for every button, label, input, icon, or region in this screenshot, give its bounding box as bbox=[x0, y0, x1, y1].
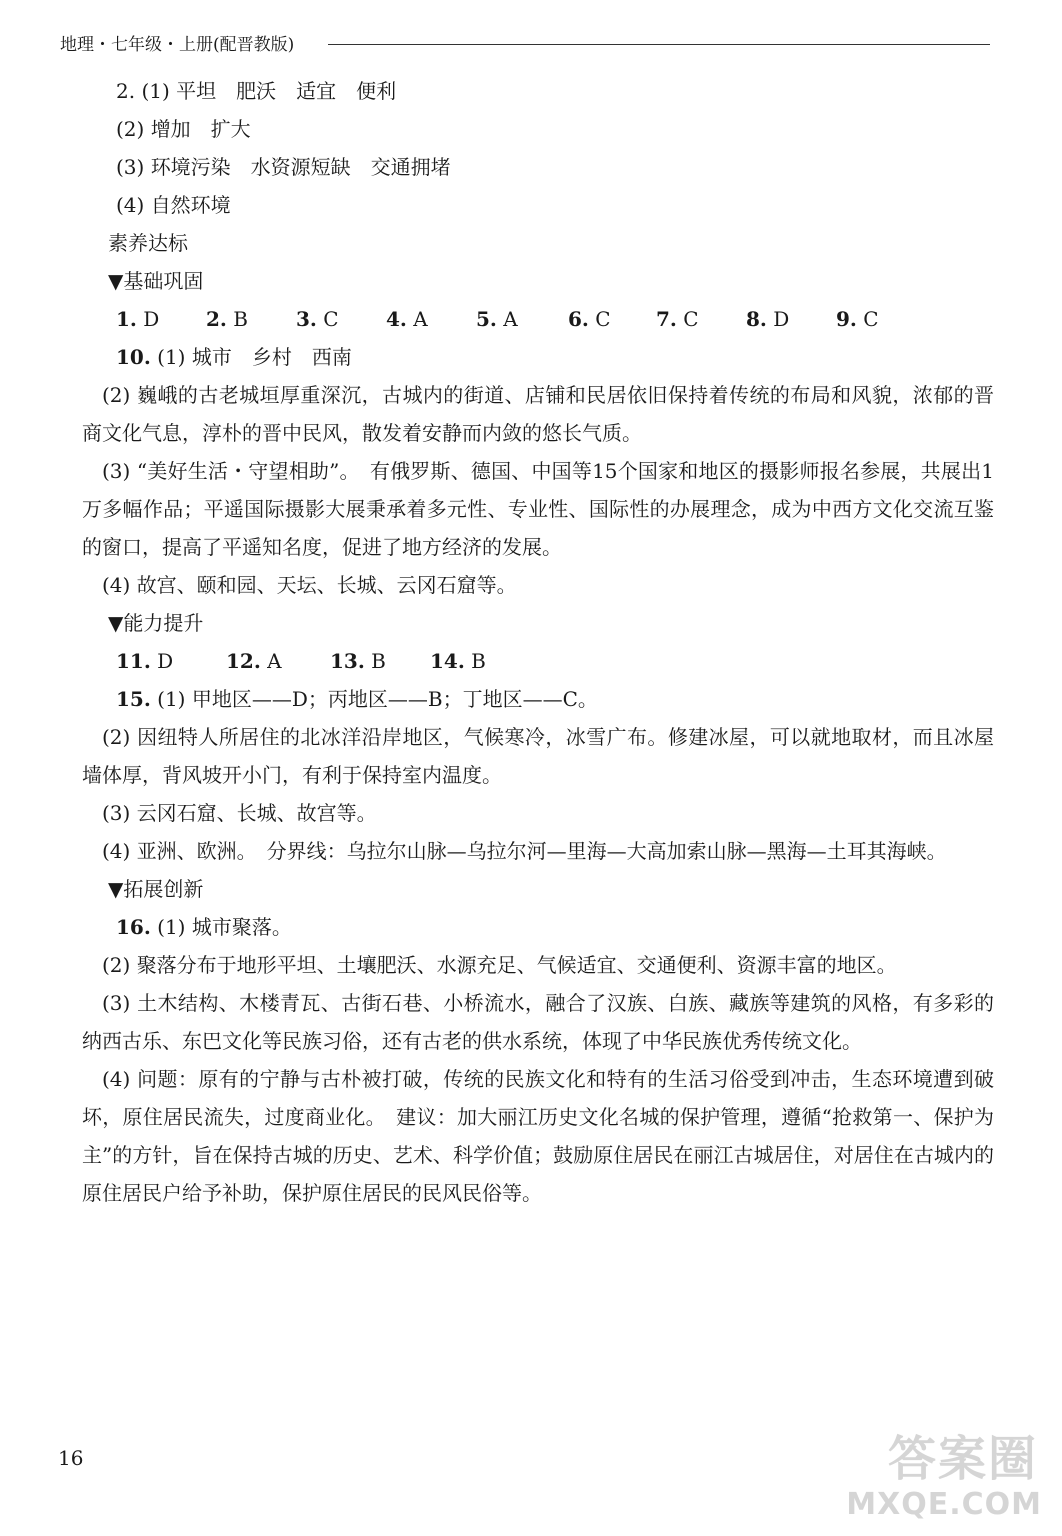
mc-answer: 2. B bbox=[206, 307, 248, 331]
section-title-expand: ▼拓展创新 bbox=[108, 877, 204, 901]
mc-answer: 4. A bbox=[386, 307, 428, 331]
q2-part1: 2. (1) 平坦 肥沃 适宜 便利 bbox=[116, 79, 397, 103]
mc-answer: 5. A bbox=[476, 307, 518, 331]
q2-part4: (4) 自然环境 bbox=[116, 193, 231, 217]
q16-part2: (2) 聚落分布于地形平坦、土壤肥沃、水源充足、气候适宜、交通便利、资源丰富的地区。 bbox=[102, 953, 897, 977]
mc-answer: 6. C bbox=[568, 307, 611, 331]
q10-part3: (3) “美好生活・守望相助”。 有俄罗斯、德国、中国等15个国家和地区的摄影师报名参展，共展出1万多幅作品；平遥国际摄影大展秉承着多元性、专业性、国际性的办展理念，成为中西方文化交流互鉴的窗口，提高了平遥知名度，促进了地方经济的发展。 bbox=[82, 459, 994, 559]
q10-part1: 10. (1) 城市 乡村 西南 bbox=[116, 345, 352, 369]
mc-answer: 11. D bbox=[116, 649, 174, 673]
section-title-main: 素养达标 bbox=[108, 231, 188, 255]
q15-part3: (3) 云冈石窟、长城、故宫等。 bbox=[102, 801, 377, 825]
page-number: 16 bbox=[58, 1446, 84, 1470]
q15-part4: (4) 亚洲、欧洲。 分界线：乌拉尔山脉—乌拉尔河—里海—大高加索山脉—黑海—土耳其海峡。 bbox=[102, 839, 947, 863]
watermark-logo bbox=[846, 1408, 1048, 1528]
header-rule bbox=[328, 44, 990, 45]
ability-mc-answers bbox=[82, 642, 994, 680]
q10-part2: (2) 巍峨的古老城垣厚重深沉，古城内的街道、店铺和民居依旧保持着传统的布局和风貌，浓郁的晋商文化气息，淳朴的晋中民风，散发着安静而内敛的悠长气质。 bbox=[82, 383, 994, 445]
mc-answer: 9. C bbox=[836, 307, 879, 331]
watermark-bottom-text: MXQE.COM bbox=[846, 1487, 1042, 1522]
mc-answer: 12. A bbox=[226, 649, 282, 673]
mc-answer: 3. C bbox=[296, 307, 339, 331]
q15-part2: (2) 因纽特人所居住的北冰洋沿岸地区，气候寒冷，冰雪广布。修建冰屋，可以就地取材，而且冰屋墙体厚，背风坡开小门，有利于保持室内温度。 bbox=[82, 725, 994, 787]
q16-part3: (3) 土木结构、木楼青瓦、古街石巷、小桥流水，融合了汉族、白族、藏族等建筑的风格，有多彩的纳西古乐、东巴文化等民族习俗，还有古老的供水系统，体现了中华民族优秀传统文化。 bbox=[82, 991, 994, 1053]
mc-answer: 14. B bbox=[430, 649, 486, 673]
mc-answer: 7. C bbox=[656, 307, 699, 331]
watermark-top-text: 答案圈 bbox=[887, 1431, 1038, 1487]
page-header bbox=[60, 34, 990, 58]
mc-answer: 8. D bbox=[746, 307, 790, 331]
mc-answer: 13. B bbox=[330, 649, 386, 673]
header-title: 地理・七年级・上册(配晋教版) bbox=[60, 35, 295, 55]
section-title-basic: ▼基础巩固 bbox=[108, 269, 204, 293]
answer-content bbox=[82, 72, 994, 1212]
q15-part1: 15. (1) 甲地区——D；丙地区——B；丁地区——C。 bbox=[116, 687, 598, 711]
section-title-ability: ▼能力提升 bbox=[108, 611, 204, 635]
q16-part4: (4) 问题：原有的宁静与古朴被打破，传统的民族文化和特有的生活习俗受到冲击，生态环境遭到破坏，原住居民流失，过度商业化。 建议：加大丽江历史文化名城的保护管理，遵循“抢救第一、保护为主”的方针，旨在保持古城的历史、艺术、科学价值；鼓励原住居民在丽江古城居住，对居住在古城内的原住居民户给予补助，保护原住居民的民风民俗等。 bbox=[82, 1067, 994, 1205]
q2-part2: (2) 增加 扩大 bbox=[116, 117, 251, 141]
q10-part4: (4) 故宫、颐和园、天坛、长城、云冈石窟等。 bbox=[102, 573, 517, 597]
mc-answer: 1. D bbox=[116, 307, 160, 331]
q2-part3: (3) 环境污染 水资源短缺 交通拥堵 bbox=[116, 155, 451, 179]
basic-mc-answers bbox=[82, 300, 994, 338]
q16-part1: 16. (1) 城市聚落。 bbox=[116, 915, 292, 939]
